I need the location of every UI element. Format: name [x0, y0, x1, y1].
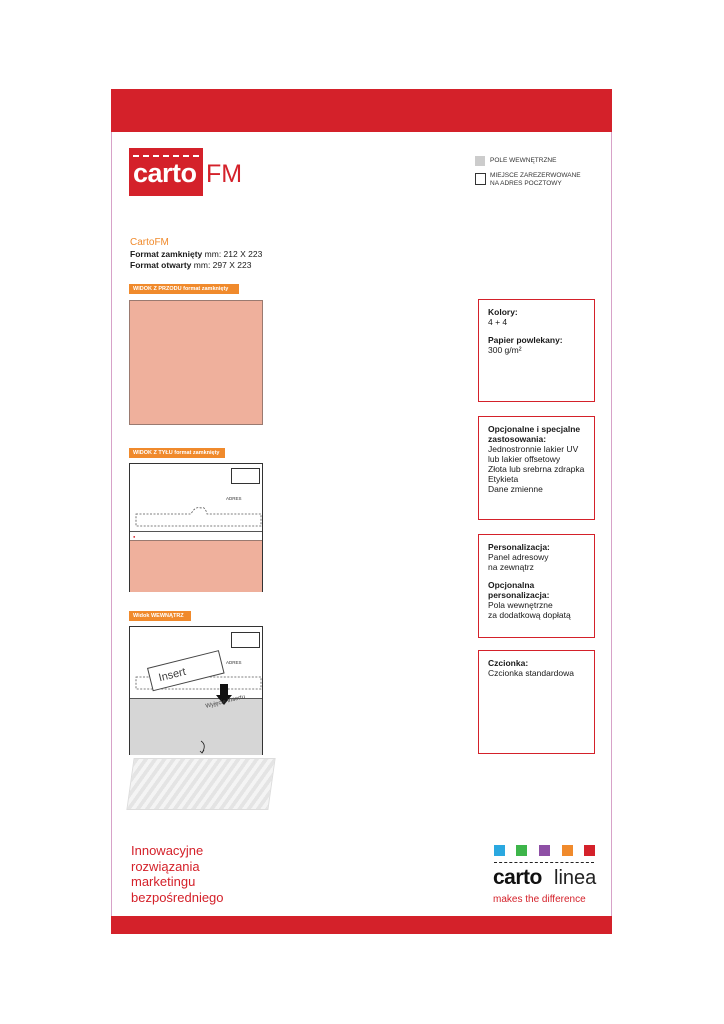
opt-personal-line: za dodatkową dopłatą	[488, 610, 571, 620]
legend-grey-swatch	[475, 156, 485, 166]
format-closed-label: Format zamknięty	[130, 249, 203, 259]
cartolinea-suffix-text: linea	[554, 867, 597, 889]
brand-square-orange	[562, 845, 573, 856]
personalization-box	[478, 534, 595, 638]
open-foil-strip	[126, 758, 275, 810]
opt-personal-title-1: Opcjonalna	[488, 580, 535, 590]
option-item: Etykieta	[488, 474, 519, 484]
paper-title: Papier powlekany:	[488, 335, 563, 345]
address-label: ADRES	[226, 496, 242, 501]
address-label-inside: ADRES	[226, 660, 242, 665]
logo-dash-line	[133, 155, 199, 157]
option-item: Złota lub srebrna zdrapka	[488, 464, 585, 474]
slogan-line: rozwiązania	[131, 858, 200, 874]
front-view-panel	[129, 300, 263, 425]
options-title-2: zastosowania:	[488, 434, 547, 444]
address-window	[231, 468, 260, 484]
colors-paper-box	[478, 299, 595, 402]
format-open-value: mm: 297 X 223	[193, 260, 252, 270]
slogan	[131, 843, 224, 905]
back-view-tag: WIDOK Z TYŁU format zamknięty	[129, 448, 225, 458]
format-open	[130, 260, 251, 270]
back-view-panel	[129, 463, 263, 592]
header-band	[111, 89, 612, 132]
front-view-tag: WIDOK Z PRZODU format zamknięty	[129, 284, 239, 294]
slogan-line: marketingu	[131, 874, 196, 889]
slogan-line: bezpośredniego	[131, 889, 224, 905]
legend-address-label-1: MIEJSCE ZAREZERWOWANE	[490, 172, 581, 179]
insert-caption: Wyjęcie insertu	[205, 694, 246, 710]
colors-value: 4 + 4	[488, 317, 508, 327]
slogan-line: Innowacyjne	[131, 843, 204, 858]
paper-value: 300 g/m²	[488, 345, 522, 355]
back-view-bottom-fill	[130, 540, 262, 592]
inside-view-panel	[129, 626, 263, 755]
option-item: Dane zmienne	[488, 484, 543, 494]
font-value: Czcionka standardowa	[488, 668, 574, 678]
options-title-1: Opcjonalne i specjalne	[488, 424, 581, 434]
brand-square-red	[584, 845, 595, 856]
footer-band	[111, 916, 612, 934]
small-logo-mark: ●	[133, 534, 136, 539]
legend-address-swatch	[475, 173, 486, 185]
legend-inner-field-label: POLE WEWNĘTRZNE	[490, 157, 557, 164]
cartolinea-dash-line	[494, 862, 594, 863]
personal-title: Personalizacja:	[488, 542, 550, 552]
format-closed-value: mm: 212 X 223	[204, 249, 263, 259]
dashed-envelope-outline	[133, 506, 263, 530]
cartolinea-tagline: makes the difference	[493, 894, 586, 905]
cartolinea-main-text: carto	[493, 866, 542, 889]
opt-personal-title-2: personalizacja:	[488, 590, 550, 600]
brand-square-green	[516, 845, 527, 856]
font-box	[478, 650, 595, 754]
option-item: Jednostronnie lakier UV	[488, 444, 579, 454]
fold-line	[130, 531, 262, 532]
format-open-label: Format otwarty	[130, 260, 192, 270]
inside-view-tag: Widok WEWNĄTRZ	[129, 611, 191, 621]
brand-square-blue	[494, 845, 505, 856]
personal-line: na zewnątrz	[488, 562, 534, 572]
address-window-inside	[231, 632, 260, 648]
logo-carto-text: carto	[133, 158, 197, 188]
product-name: CartoFM	[130, 237, 169, 248]
logo-fm-text: FM	[206, 160, 243, 188]
legend-address-label-2: NA ADRES POCZTOWY	[490, 180, 562, 187]
insert-label: Insert	[157, 665, 188, 685]
option-item: lub lakier offsetowy	[488, 454, 561, 464]
colors-title: Kolory:	[488, 307, 518, 317]
font-title: Czcionka:	[488, 658, 529, 668]
brand-square-purple	[539, 845, 550, 856]
fold-arrow-icon	[196, 739, 212, 755]
personal-line: Panel adresowy	[488, 552, 549, 562]
format-closed	[130, 249, 262, 259]
options-box	[478, 416, 595, 520]
opt-personal-line: Pola wewnętrzne	[488, 600, 553, 610]
